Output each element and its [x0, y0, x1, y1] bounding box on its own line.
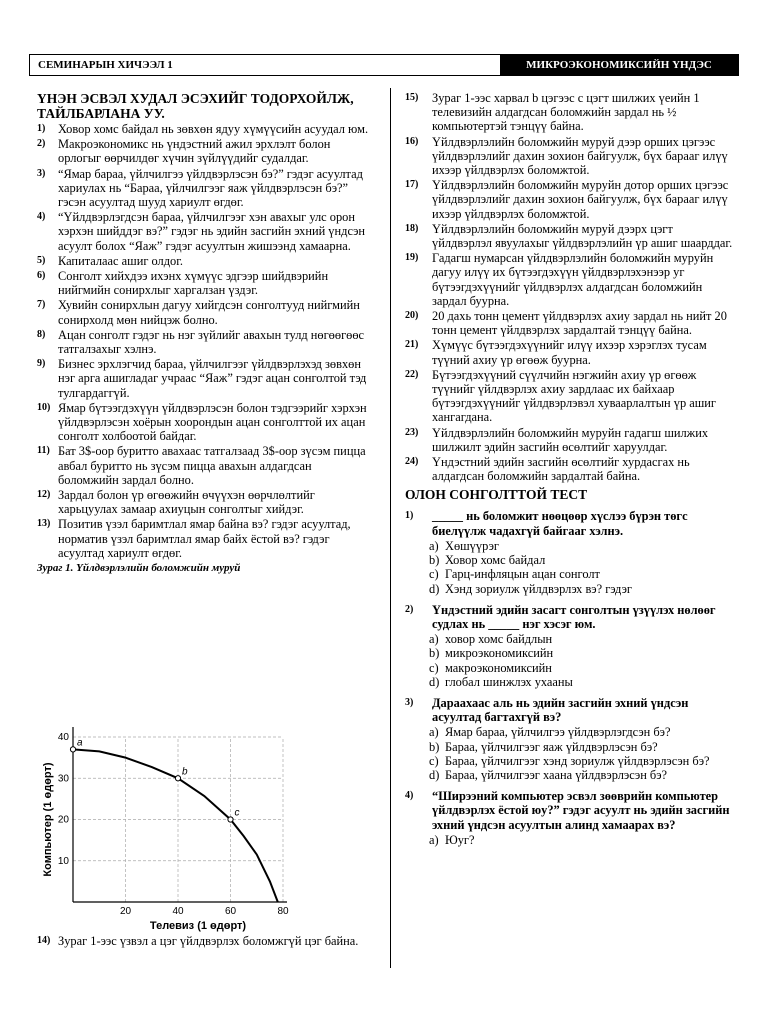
- item-number: 20): [405, 310, 419, 322]
- item-number: 22): [405, 368, 419, 380]
- option-text: Бараа, үйлчилгээг хэнд зориулж үйлдвэрлэсэн бэ?: [445, 753, 710, 768]
- mc-stem-row: [405, 509, 733, 537]
- mc-stem-row: [405, 696, 733, 724]
- x-tick-label: 60: [224, 906, 237, 917]
- item-number: 8): [37, 328, 46, 340]
- seminar-title: СЕМИНАРЫН ХИЧЭЭЛ 1: [38, 59, 173, 71]
- item-text: Үйлдвэрлэлийн боломжийн муруйн гадагш шилжих шилжилт эдийн засгийн өсөлтийг харуулдаг.: [432, 425, 709, 454]
- y-tick-label: 10: [57, 855, 69, 867]
- item-text: “Ямар бараа, үйлчилгээ үйлдвэрлэсэн бэ?” гэдэг асуултад хариулах нь “Бараа, үйлчилгээг яаж үйлдвэрлэсэн бэ?” гэсэн асуултад шууд хариулт өгдөг.: [58, 166, 363, 210]
- answer-option[interactable]: [429, 725, 733, 739]
- true-false-list-right: [405, 91, 733, 483]
- list-item: [405, 455, 733, 483]
- question-stem: Үндэстний эдийн засагт сонголтын үзүүлэх нөлөөг судлах нь _____ нэг хэсэг юм.: [432, 602, 716, 631]
- list-item: [37, 298, 369, 326]
- option-letter: a): [429, 832, 439, 847]
- item-text: Сонголт хийхдээ ихэнх хүмүүс эдгээр шийдвэрийн нийгмийн сонирхлыг харгалзан үздэг.: [58, 269, 329, 298]
- x-tick-label: 20: [119, 906, 132, 917]
- item-text: Үйлдвэрлэлийн боломжийн муруйн дотор орших цэгээс үйлдвэрлэлийг дахин зохион байгуулж, бүх барааг илүү ихээр үйлдвэрлэх боломжтой.: [432, 178, 729, 221]
- item-number: 6): [37, 270, 46, 282]
- ppf-curve: [73, 749, 278, 902]
- list-item: [405, 309, 733, 337]
- mc-stem-row: [405, 789, 733, 832]
- question-number: 1): [405, 510, 414, 522]
- option-letter: a): [429, 632, 439, 647]
- option-text: Хэнд зориулж үйлдвэрлэх вэ? гэдэг: [445, 581, 632, 596]
- answer-option[interactable]: [429, 661, 733, 675]
- answer-option[interactable]: [429, 646, 733, 660]
- mc-stem-row: [405, 603, 733, 631]
- figure-caption: Зураг 1. Үйлдвэрлэлийн боломжийн муруй: [37, 562, 241, 575]
- x-tick-label: 40: [172, 906, 184, 917]
- list-item: [405, 251, 733, 308]
- option-text: Ямар бараа, үйлчилгээ үйлдвэрлэгдсэн бэ?: [445, 725, 671, 740]
- item-number: 12): [37, 489, 51, 501]
- item-number: 5): [37, 254, 46, 266]
- list-item: [405, 368, 733, 425]
- answer-option[interactable]: [429, 567, 733, 581]
- item-text: Зураг 1-ээс үзвэл a цэг үйлдвэрлэх боломжгүй цэг байна.: [58, 934, 359, 948]
- x-axis-label: Телевиз (1 өдөрт): [149, 920, 247, 932]
- item-text: Үйлдвэрлэлийн боломжийн муруй дээрх цэгт үйлдвэрлэл явуулахыг үйлдвэрлэлийн үр ашиг шаарддаг.: [432, 221, 733, 251]
- option-letter: d): [429, 767, 440, 782]
- question-number: 2): [405, 603, 414, 615]
- list-item: [405, 135, 733, 178]
- item-text: Позитив үзэл баримтлал ямар байна вэ? гэдэг асуултад, норматив үзэл баримтлал ямар байх ёстой вэ? гэдэг асуултад хариулт өгдөг.: [58, 517, 351, 560]
- point-label: a: [77, 737, 83, 749]
- option-text: Хөшүүрэг: [445, 538, 499, 553]
- option-text: Гарц-инфляцын ацан сонголт: [445, 567, 600, 582]
- ppf-chart: [37, 712, 287, 944]
- answer-option[interactable]: [429, 582, 733, 596]
- item-text: “Үйлдвэрлэгдсэн бараа, үйлчилгээг хэн авахыг улс орон хэрхэн шийддэг вэ?” гэдэг нь эдийн засгийн эхний үндсэн асуулт болох “Яаж” гэдэг асуултын жишээнд хамаарна.: [58, 210, 366, 253]
- item-number: 10): [37, 401, 51, 413]
- answer-options: [429, 725, 733, 782]
- list-item: [405, 178, 733, 221]
- list-item: [37, 254, 369, 268]
- item-text: Зардал болон үр өгөөжийн өчүүхэн өөрчлөлтийг харьцуулах замаар ахиуцын сонголтыг хийдэг.: [58, 488, 315, 517]
- true-false-title: ҮНЭН ЭСВЭЛ ХУДАЛ ЭСЭХИЙГ ТОДОРХОЙЛЖ, ТАЙЛБАРЛАНА УУ.: [37, 91, 354, 121]
- option-text: глобал шинжлэх ухааны: [445, 674, 573, 689]
- item-number: 4): [37, 211, 46, 223]
- option-letter: b): [429, 646, 440, 661]
- answer-option[interactable]: [429, 768, 733, 782]
- option-letter: c): [429, 753, 439, 768]
- list-item: [37, 357, 369, 400]
- option-letter: b): [429, 739, 440, 754]
- item-number: 16): [405, 135, 419, 147]
- answer-option[interactable]: [429, 754, 733, 768]
- answer-option[interactable]: [429, 740, 733, 754]
- list-item: [37, 401, 369, 444]
- curve-point: [175, 776, 180, 781]
- course-title: МИКРОЭКОНОМИКСИЙН ҮНДЭС: [500, 55, 738, 75]
- question-stem: _____ нь боломжит нөөцөөр хүслээ бүрэн төгс биелүүлж чадахгүй байгааг хэлнэ.: [432, 509, 688, 538]
- answer-options: [429, 833, 733, 847]
- item-text: Ацан сонголт гэдэг нь нэг зүйлийг авахын тулд нөгөөгөөс татгалзахыг хэлнэ.: [58, 327, 365, 357]
- multiple-choice-title: ОЛОН СОНГОЛТТОЙ ТЕСТ: [405, 487, 588, 503]
- list-item: [37, 269, 369, 297]
- mc-question: [405, 696, 733, 782]
- mc-question: [405, 509, 733, 595]
- item-text: Зураг 1-ээс харвал b цэгээс c цэгт шилжих үеийн 1 телевизийн алдагдсан боломжийн зардал нь ½ компьютертэй тэнцүү байна.: [432, 91, 700, 134]
- list-item: [37, 517, 369, 560]
- item-text: Бизнес эрхлэгчид бараа, үйлчилгээг үйлдвэрлэхэд зөвхөн нэг арга ашигладаг учраас “Яаж” гэдэг ацан сонголтой тэд тулгардаггүй.: [58, 357, 367, 400]
- item-number: 17): [405, 179, 419, 191]
- list-item: [37, 934, 369, 948]
- item-text: Үйлдвэрлэлийн боломжийн муруй дээр орших цэгээс үйлдвэрлэлийг дахин зохион байгуулж, бүх барааг илүү ихээр үйлдвэрлэх боломжтой.: [432, 134, 728, 178]
- list-item: [37, 137, 369, 165]
- item-text: Гадагш нумарсан үйлдвэрлэлийн боломжийн муруйн дагуу илүү их бүтээгдэхүүн үйлдвэрлэхэнээр уг бүтээгдэхүүнийг үйлдвэрлэх алдагдсан боломжийн зардал буурна.: [432, 251, 714, 308]
- option-text: Юуг?: [445, 832, 475, 847]
- question-stem: “Ширээний компьютер эсвэл зөөврийн компьютер үйлдвэрлэх ёстой юу?” гэдэг асуулт нь эдийн засгийн эхний үндсэн асуултын алинд хамаарах вэ?: [432, 789, 730, 832]
- option-text: Бараа, үйлчилгээг яаж үйлдвэрлэсэн бэ?: [445, 739, 658, 754]
- item-number: 19): [405, 252, 419, 264]
- item-text: Макроэкономикс нь үндэстний ажил эрхлэлт болон орлогыг өөрчилдөг хүчин зүйлүүдийг судалдаг.: [58, 137, 331, 166]
- list-item: [37, 444, 369, 487]
- item-number: 15): [405, 92, 419, 103]
- option-letter: d): [429, 581, 440, 596]
- item-number: 21): [405, 339, 419, 351]
- true-false-list-continued: [37, 934, 369, 949]
- x-tick-label: 80: [277, 906, 289, 917]
- curve-point: [70, 747, 75, 752]
- question-number: 3): [405, 696, 414, 708]
- item-text: Хүмүүс бүтээгдэхүүнийг илүү ихээр хэрэглэх тусам түүний ахиу үр өгөөж буурна.: [432, 338, 707, 367]
- option-letter: a): [429, 538, 439, 553]
- option-letter: a): [429, 725, 439, 740]
- list-item: [37, 210, 369, 253]
- item-text: Капиталаас ашиг олдог.: [58, 253, 184, 268]
- point-label: b: [182, 766, 188, 778]
- right-column: [405, 91, 733, 847]
- item-number: 24): [405, 456, 419, 468]
- answer-options: [429, 539, 733, 596]
- list-item: [405, 426, 733, 454]
- mc-question: [405, 603, 733, 689]
- question-number: 4): [405, 790, 414, 802]
- list-item: [37, 122, 369, 136]
- item-text: Хувийн сонирхлын дагуу хийгдсэн сонголтууд нийгмийн сонирхолд мөн нийцэж болно.: [58, 298, 360, 327]
- mc-question: [405, 789, 733, 847]
- y-tick-label: 30: [57, 773, 69, 785]
- item-number: 14): [37, 935, 51, 946]
- true-false-list: [37, 122, 369, 560]
- multiple-choice-list: [405, 509, 733, 846]
- option-letter: c): [429, 567, 439, 582]
- item-number: 9): [37, 358, 46, 370]
- list-item: [37, 328, 369, 356]
- item-text: Үндэстний эдийн засгийн өсөлтийг хурдасгах нь алдагдсан боломжийн зардалтай байна.: [432, 455, 690, 484]
- list-item: [37, 167, 369, 210]
- y-tick-label: 40: [57, 732, 69, 743]
- item-text: Бүтээгдэхүүний сүүлчийн нэгжийн ахиу үр өгөөж түүнийг үйлдвэрлэх ахиу зардлаас их байхаар бүтээгдэхүүнийг үйлдвэрлэвэл хуваарлалтын үр ашиг хангагдана.: [432, 367, 716, 425]
- answer-option[interactable]: [429, 553, 733, 567]
- item-number: 23): [405, 426, 419, 438]
- y-tick-label: 20: [57, 814, 69, 826]
- item-number: 18): [405, 222, 419, 234]
- option-text: Бараа, үйлчилгээг хаана үйлдвэрлэсэн бэ?: [445, 767, 668, 782]
- answer-option[interactable]: [429, 539, 733, 553]
- option-text: макроэкономиксийн: [445, 660, 552, 675]
- left-column: [37, 91, 369, 575]
- point-label: c: [234, 807, 240, 819]
- option-letter: b): [429, 553, 440, 568]
- item-text: Ховор хомс байдал нь зөвхөн ядуу хүмүүсийн асуудал юм.: [58, 122, 369, 136]
- item-number: 13): [37, 518, 51, 530]
- column-divider: [390, 88, 391, 968]
- item-number: 1): [37, 123, 46, 134]
- question-stem: Дараахаас аль нь эдийн засгийн эхний үндсэн асуултад багтахгүй вэ?: [432, 695, 689, 725]
- list-item: [405, 91, 733, 134]
- list-item: [37, 488, 369, 516]
- item-number: 3): [37, 167, 46, 179]
- page-header: [29, 54, 739, 76]
- curve-point: [228, 817, 233, 822]
- list-item: [405, 338, 733, 366]
- item-text: Ямар бүтээгдэхүүн үйлдвэрлэсэн болон тэдгээрийг хэрхэн үйлдвэрлэсэн хоёрын хоорондын ацан сонголттой их ацан сонголт холбоотой байдаг.: [58, 400, 367, 444]
- answer-option[interactable]: [429, 632, 733, 646]
- option-text: ховор хомс байдлын: [445, 632, 553, 647]
- item-number: 2): [37, 138, 46, 150]
- option-letter: d): [429, 674, 440, 689]
- item-text: 20 дахь тонн цемент үйлдвэрлэх ахиу зардал нь нийт 20 тонн цемент үйлдвэрлэх зардалтай тэнцүү байна.: [432, 309, 727, 338]
- answer-option[interactable]: [429, 833, 733, 847]
- answer-option[interactable]: [429, 675, 733, 689]
- option-text: Ховор хомс байдал: [445, 553, 546, 568]
- item-number: 11): [37, 445, 50, 457]
- item-number: 7): [37, 299, 46, 311]
- list-item: [405, 222, 733, 250]
- option-letter: c): [429, 660, 439, 675]
- answer-options: [429, 632, 733, 689]
- option-text: микроэкономиксийн: [445, 646, 554, 661]
- y-axis-label: Компьютер (1 өдөрт): [42, 762, 54, 877]
- item-text: Бат 3$-оор буритто авахаас татгалзаад 3$-оор зүсэм пицца авбал буритто нь зүсэм пицца авахын алдагдсан боломжийн зардал болно.: [58, 444, 366, 487]
